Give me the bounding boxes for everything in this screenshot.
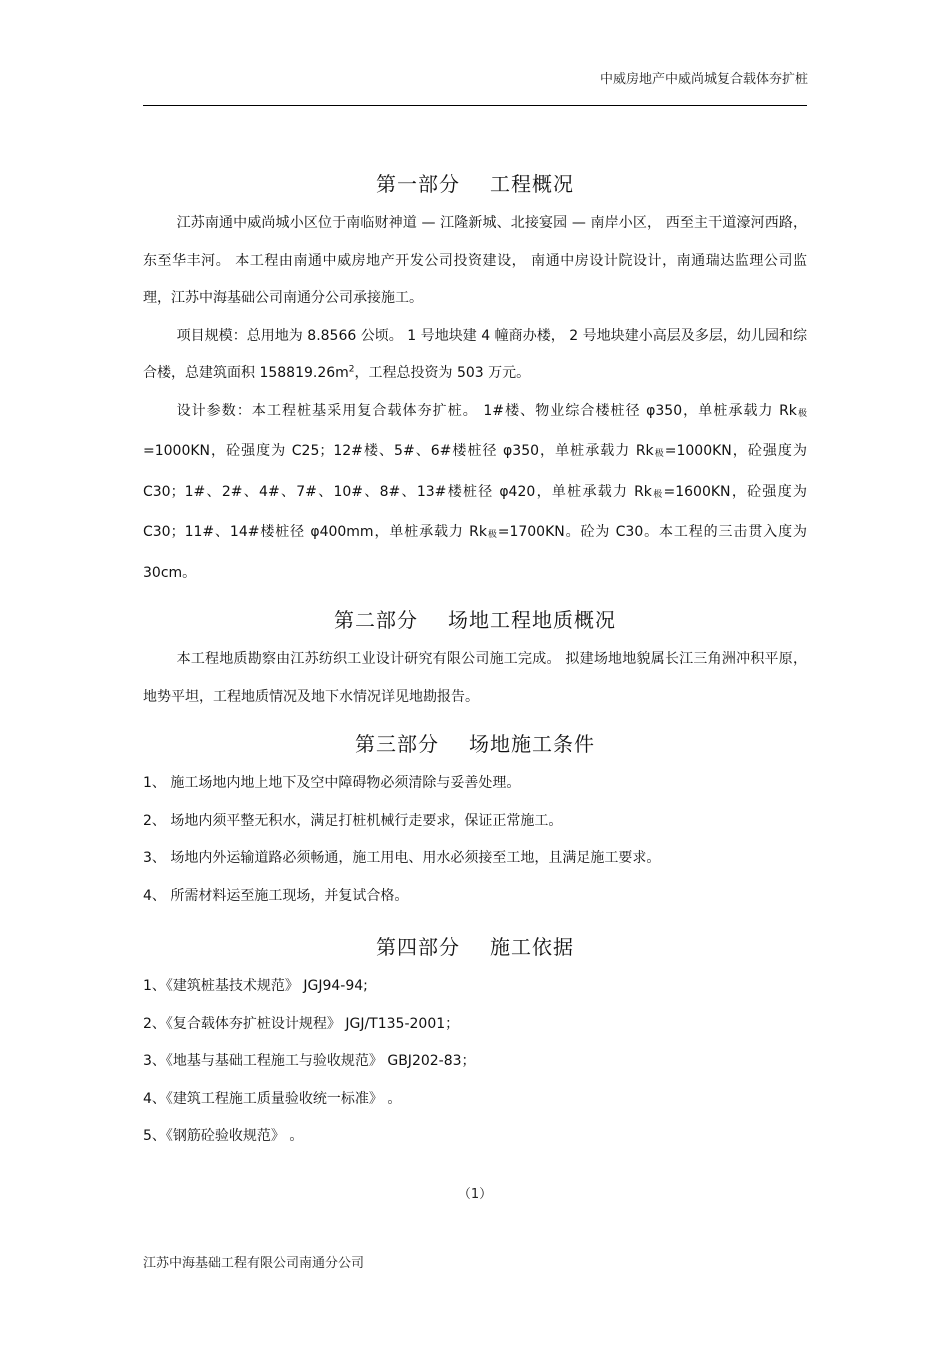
section-title-basis — [143, 931, 807, 960]
section-number: 第一部分 — [376, 172, 460, 196]
paragraph-design-params — [143, 393, 807, 593]
section-title-site-conditions — [143, 728, 807, 757]
params-text: 设计参数：本工程桩基采用复合载体夯扩桩。 1#楼、物业综合楼桩径 φ350，单桩承载力 Rk — [176, 402, 797, 419]
paragraph-location: 江苏南通中威尚城小区位于南临财神道 — 江隆新城、北接宴园 — 南岸小区， 西至主干道濠河西路， 东至华丰河。 本工程由南通中威房地产开发公司投资建设， 南通中房设计院设计，南通瑞达监理公司监理，江苏中海基础公司南通分公司承接施工。 — [143, 215, 807, 306]
list-item: 2、《复合载体夯扩桩设计规程》 JGJ/T135-2001； — [143, 1015, 460, 1032]
section-title-overview — [143, 168, 807, 197]
running-footer: 江苏中海基础工程有限公司南通分公司 — [143, 1256, 365, 1271]
section-name: 工程概况 — [490, 172, 574, 196]
list-item: 3、 场地内外运输道路必须畅通，施工用电、用水必须接至工地，且满足施工要求。 — [143, 850, 661, 866]
page-number: （1） — [457, 1187, 493, 1202]
paragraph-geology: 本工程地质勘察由江苏纺织工业设计研究有限公司施工完成。 拟建场地地貌属长江三角洲冲积平原，地势平坦，工程地质情况及地下水情况详见地勘报告。 — [143, 651, 807, 705]
document-body — [143, 160, 807, 1156]
section-number: 第四部分 — [376, 935, 460, 959]
list-item: 1、《建筑桩基技术规范》 JGJ94-94; — [143, 978, 368, 994]
section-name: 施工依据 — [490, 935, 574, 959]
params-text: =1000KN，砼强度为 C25；12#楼、5#、6#楼桩径 φ350，单桩承载力 Rk — [143, 443, 654, 459]
list-item: 2、 场地内须平整无积水，满足打桩机械行走要求，保证正常施工。 — [143, 812, 563, 829]
section-number: 第三部分 — [355, 732, 439, 756]
section-basis — [143, 968, 807, 1156]
list-item: 4、《建筑工程施工质量验收统一标准》 。 — [143, 1090, 402, 1107]
section-site-conditions — [143, 765, 807, 915]
params-text: =1000KN，砼强度为 C30；1#、2#、4#、7#、10#、8#、13#楼桩径 φ420，单桩承载力 Rk — [143, 443, 807, 500]
subscript: 极 — [486, 530, 498, 540]
section-title-geology — [143, 604, 807, 633]
paragraph-scale — [143, 318, 807, 393]
section-number: 第二部分 — [334, 608, 418, 632]
subscript: 极 — [651, 489, 664, 500]
subscript: 极 — [653, 449, 665, 459]
header-rule — [143, 105, 807, 106]
running-header: 中威房地产中威尚城复合载体夯扩桩 — [599, 72, 808, 87]
subscript: 极 — [796, 408, 807, 419]
superscript: 2 — [348, 364, 355, 375]
scale-text-end: ，工程总投资为 503 万元。 — [354, 365, 531, 381]
section-overview — [143, 205, 807, 592]
list-item: 3、《地基与基础工程施工与验收规范》 GBJ202-83； — [143, 1053, 476, 1069]
section-name: 场地施工条件 — [469, 732, 595, 756]
section-name: 场地工程地质概况 — [448, 608, 616, 632]
params-text: =1600KN，砼强度为 C30；11#、14#楼桩径 φ400mm，单桩承载力 Rk — [143, 483, 807, 540]
list-item: 5、《钢筋砼验收规范》 。 — [143, 1128, 304, 1144]
scale-text: 项目规模：总用地为 8.8566 公顷。 1 号地块建 4 幢商办楼， 2 号地块建小高层及多层，幼儿园和综合楼，总建筑面积 158819.26m — [143, 327, 807, 381]
params-text-end: =1700KN。砼为 C30。本工程的三击贯入度为 30cm。 — [143, 524, 807, 581]
list-item: 1、 施工场地内地上地下及空中障碍物必须清除与妥善处理。 — [143, 775, 521, 791]
list-item: 4、 所需材料运至施工现场，并复试合格。 — [143, 887, 409, 904]
section-geology — [143, 641, 807, 716]
